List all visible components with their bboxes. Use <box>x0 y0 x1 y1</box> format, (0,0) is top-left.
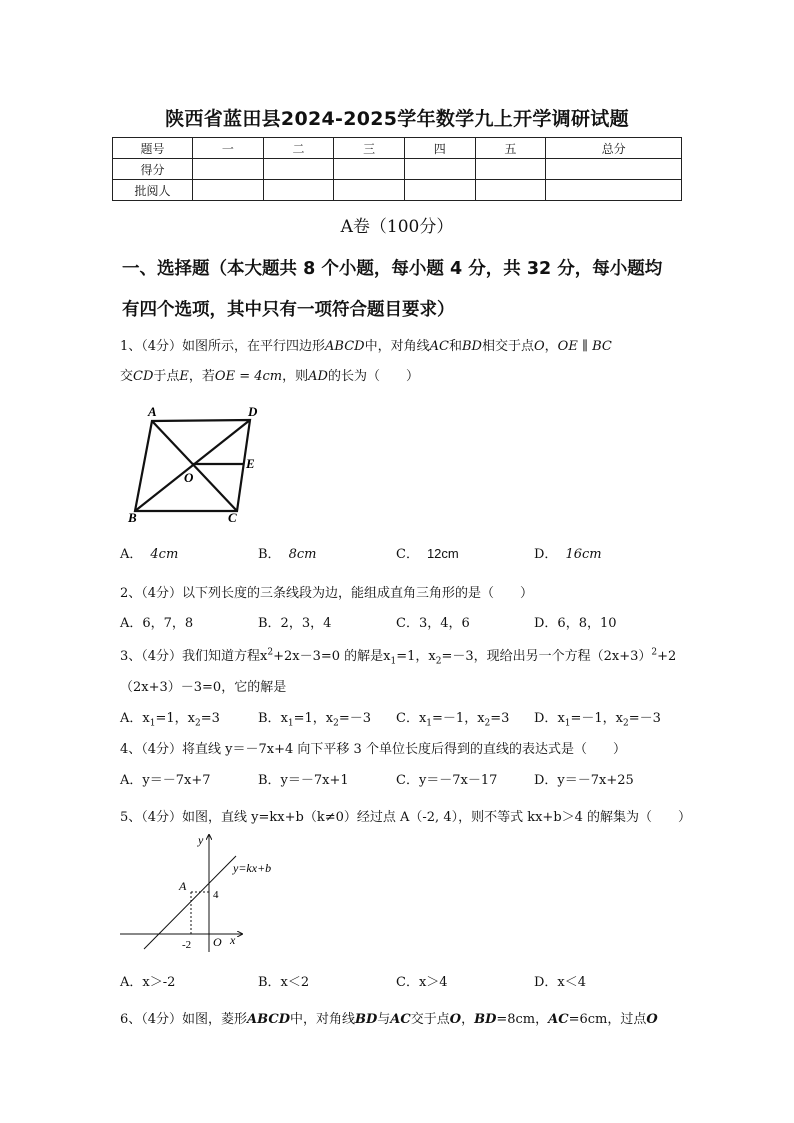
table-cell: 题号 <box>113 138 193 159</box>
question-1-line1 <box>120 335 612 354</box>
option-a[interactable] <box>120 543 178 562</box>
question-3-line1 <box>120 645 676 667</box>
table-cell <box>263 180 334 201</box>
superscript: 2 <box>267 647 274 658</box>
question-5: 5、（4分）如图，直线 y=kx+b（k≠0）经过点 A（-2, 4），则不等式 kx+b＞4 的解集为（ ） <box>120 810 692 825</box>
subscript: 1 <box>564 718 571 729</box>
table-cell: 二 <box>263 138 334 159</box>
option-c[interactable] <box>396 543 459 562</box>
text: +2x－3=0 的解是x <box>273 649 391 664</box>
text: 的长为（ ） <box>327 369 419 384</box>
table-cell <box>475 180 546 201</box>
subscript: 2 <box>194 718 201 729</box>
table-cell: 五 <box>475 138 546 159</box>
option-value: 12cm <box>426 546 459 561</box>
text: x <box>557 711 565 726</box>
text: =－3 <box>628 711 661 726</box>
origin-label: O <box>213 935 222 949</box>
paper-a-heading: A卷（100分） <box>340 217 454 237</box>
table-cell: 三 <box>334 138 405 159</box>
option-b[interactable]: B．y＝－7x+1 <box>258 773 349 788</box>
x-axis-label: x <box>230 933 236 947</box>
question-6 <box>120 1008 658 1027</box>
option-value: 4cm <box>150 547 179 562</box>
option-value: 8cm <box>288 547 317 562</box>
text: =1，x <box>155 711 195 726</box>
math: OE = 4cm <box>214 369 283 384</box>
text: 中，对角线 <box>289 1012 355 1027</box>
subscript: 1 <box>149 718 156 729</box>
math: CD <box>133 369 154 384</box>
text: =1，x <box>396 649 436 664</box>
text: 和 <box>448 339 462 354</box>
section-heading-line2: 有四个选项，其中只有一项符合题目要求） <box>122 300 455 320</box>
option-label: B． <box>258 547 281 562</box>
table-cell <box>475 159 546 180</box>
option-label: D． <box>534 711 558 726</box>
option-label: A． <box>120 547 143 562</box>
option-label: A． <box>120 711 143 726</box>
math: OE ∥ BC <box>557 339 612 354</box>
option-a[interactable]: A．y＝－7x+7 <box>120 773 211 788</box>
table-cell <box>263 159 334 180</box>
option-label: C． <box>396 711 419 726</box>
option-b[interactable]: B．2，3，4 <box>258 616 332 631</box>
point-o: O <box>184 470 194 485</box>
option-a[interactable]: A．6，7，8 <box>120 616 194 631</box>
table-row <box>113 180 682 201</box>
option-d[interactable]: D．x＜4 <box>534 975 587 990</box>
subscript: 1 <box>426 718 433 729</box>
option-a[interactable]: A．x＞-2 <box>120 975 176 990</box>
subscript: 1 <box>390 656 397 667</box>
vertex-a: A <box>148 404 157 419</box>
table-cell: 总分 <box>546 138 682 159</box>
math: O <box>533 339 545 354</box>
text: 交于点 <box>410 1012 450 1027</box>
text: =3 <box>200 711 220 726</box>
table-cell <box>404 159 475 180</box>
math: AC <box>390 1012 411 1027</box>
question-3-line2: （2x+3）－3=0，它的解是 <box>120 680 287 695</box>
table-cell <box>404 180 475 201</box>
option-d[interactable] <box>534 707 661 729</box>
math: E <box>179 369 189 384</box>
option-c[interactable]: C．3，4，6 <box>396 616 470 631</box>
table-cell <box>334 159 405 180</box>
option-d[interactable]: D．6，8，10 <box>534 616 617 631</box>
option-label: D． <box>534 547 558 562</box>
page-title: 陕西省蓝田县2024-2025学年数学九上开学调研试题 <box>165 108 629 130</box>
table-cell: 一 <box>193 138 264 159</box>
option-d[interactable]: D．y＝－7x+25 <box>534 773 634 788</box>
subscript: 2 <box>435 656 442 667</box>
section-heading-line1: 一、选择题（本大题共 8 个小题，每小题 4 分，共 32 分，每小题均 <box>122 259 663 279</box>
math: BD <box>474 1012 497 1027</box>
text: ， <box>544 339 558 354</box>
math: AD <box>308 369 328 384</box>
text: 中，对角线 <box>364 339 430 354</box>
superscript: 2 <box>651 647 658 658</box>
table-cell: 四 <box>404 138 475 159</box>
x-value-label: -2 <box>182 939 192 951</box>
line-graph-figure <box>118 830 293 955</box>
text: =－3 <box>338 711 372 726</box>
table-cell <box>546 180 682 201</box>
question-1-line2 <box>120 365 419 384</box>
question-2: 2、（4分）以下列长度的三条线段为边，能组成直角三角形的是（ ） <box>120 586 534 601</box>
text: x <box>418 711 427 726</box>
table-cell: 批阅人 <box>113 180 193 201</box>
option-value: 16cm <box>565 547 602 562</box>
text: ，则 <box>282 369 309 384</box>
option-label: C． <box>396 547 419 562</box>
text: x <box>142 711 150 726</box>
text: x <box>280 711 288 726</box>
table-row <box>113 159 682 180</box>
option-b[interactable]: B．x＜2 <box>258 975 310 990</box>
option-d[interactable] <box>534 543 602 562</box>
math: ABCD <box>247 1012 290 1027</box>
subscript: 2 <box>333 718 339 729</box>
text: =6cm，过点 <box>568 1012 647 1027</box>
math: ABCD <box>325 339 365 354</box>
text: 1、（4分）如图所示，在平行四边形 <box>120 339 326 354</box>
text: 于点 <box>153 369 180 384</box>
text: =1，x <box>293 711 334 726</box>
text: 相交于点 <box>481 339 534 354</box>
text: =3 <box>490 711 510 726</box>
score-table <box>112 137 682 201</box>
subscript: 1 <box>287 718 294 729</box>
text: =－3，现给出另一个方程（2x+3） <box>441 649 652 664</box>
math: O <box>449 1012 462 1027</box>
option-a[interactable] <box>120 707 220 729</box>
point-a-label: A <box>179 879 187 893</box>
option-b[interactable] <box>258 543 316 562</box>
text: ，若 <box>188 369 215 384</box>
math: AC <box>429 339 449 354</box>
table-row <box>113 138 682 159</box>
vertex-d: D <box>248 404 258 419</box>
subscript: 2 <box>484 718 491 729</box>
option-c[interactable]: C．x＞4 <box>396 975 448 990</box>
option-c[interactable]: C．y＝－7x－17 <box>396 773 498 788</box>
table-cell: 得分 <box>113 159 193 180</box>
table-cell <box>193 159 264 180</box>
math: O <box>646 1012 658 1027</box>
option-b[interactable] <box>258 707 371 729</box>
text: 3、（4分）我们知道方程x <box>120 649 268 664</box>
text: =－1，x <box>432 711 485 726</box>
y-value-label: 4 <box>213 889 219 901</box>
parallelogram-figure <box>120 400 270 525</box>
diagonal-bd <box>135 420 250 511</box>
diagonal-ac <box>152 421 237 511</box>
math: BD <box>355 1012 378 1027</box>
point-e: E <box>246 456 255 471</box>
text: 交 <box>120 369 134 384</box>
math: AC <box>548 1012 569 1027</box>
question-4: 4、（4分）将直线 y＝－7x+4 向下平移 3 个单位长度后得到的直线的表达式是（ ） <box>120 742 626 757</box>
option-c[interactable] <box>396 707 509 729</box>
y-axis-label: y <box>198 833 204 847</box>
subscript: 2 <box>623 718 629 729</box>
vertex-b: B <box>128 510 137 525</box>
text: 与 <box>377 1012 391 1027</box>
text: 6、（4分）如图，菱形 <box>120 1012 248 1027</box>
table-cell <box>193 180 264 201</box>
option-label: B． <box>258 711 281 726</box>
text: =－1，x <box>570 711 624 726</box>
text: +2 <box>657 649 677 664</box>
table-cell <box>334 180 405 201</box>
table-cell <box>546 159 682 180</box>
vertex-c: C <box>228 510 237 525</box>
math: BD <box>461 339 482 354</box>
line-ykxb <box>144 856 236 949</box>
text: ， <box>461 1012 475 1027</box>
text: =8cm， <box>496 1012 549 1027</box>
line-equation-label: y=kx+b <box>233 861 272 875</box>
